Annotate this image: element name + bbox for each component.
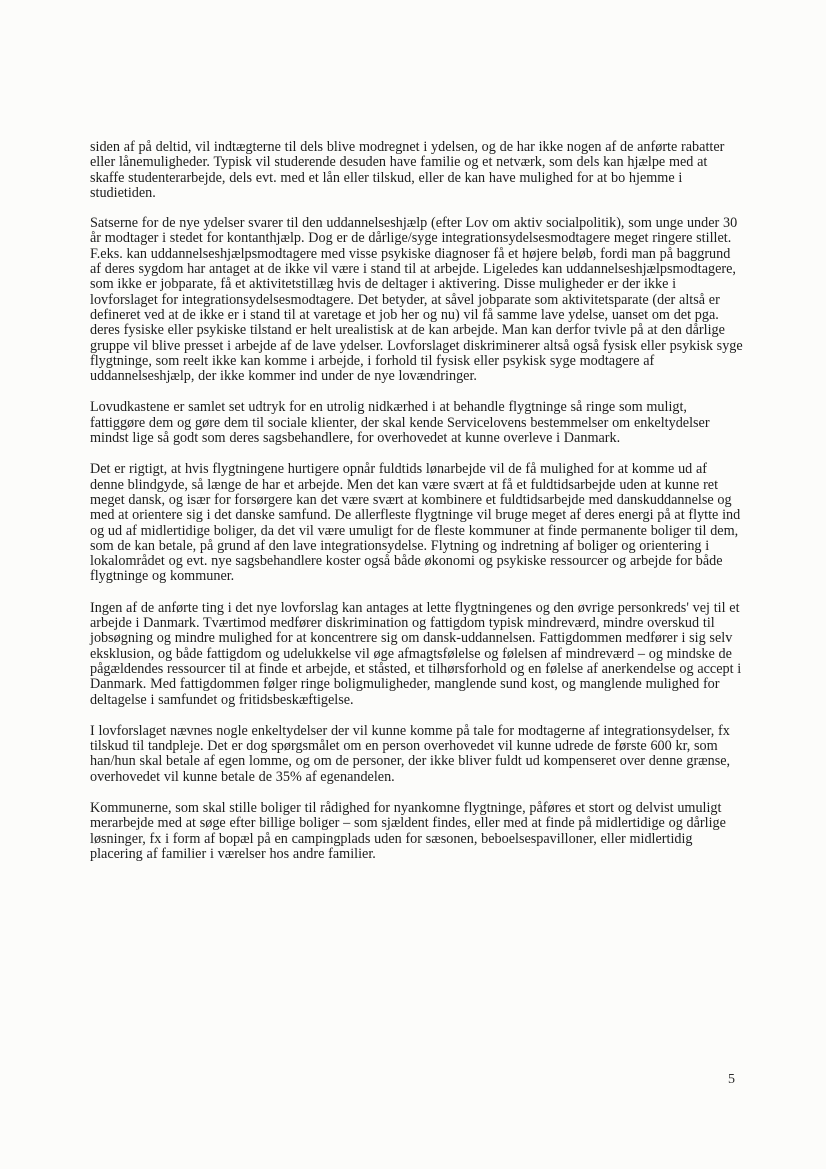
paragraph-2: Satserne for de nye ydelser svarer til den uddannelseshjælp (efter Lov om aktiv socialpolitik), som unge under 30 år modtager i stedet for kontanthjælp. Dog er de dårlige/syge integrationsydelsesmodtagere meget ringere stillet. F.eks. kan uddannelseshjælpsmodtagere med visse psykiske diagnoser få et højere beløb, fordi man på baggrund af deres sygdom har antaget at de ikke vil være i stand til at arbejde. Ligeledes kan uddannelseshjælpsmodtagere, som ikke er jobparate, få et aktivitetstillæg hvis de deltager i aktivering. Disse muligheder er der ikke i lovforslaget for integrationsydelsesmodtagere. Det betyder, at såvel jobparate som aktivitetsparate (der altså er defineret ved at de ikke er i stand til at varetage et job her og nu) vil få samme lave ydelse, uanset om det pga. deres fysiske eller psykiske tilstand er helt urealistisk at de kan arbejde. Man kan derfor tvivle på at den dårlige gruppe vil blive presset i arbejde af de lave ydelser. Lovforslaget diskriminerer altså også fysisk eller psykisk syge flygtninge, som reelt ikke kan komme i arbejde, i forhold til fysisk eller psykisk syge modtagere af uddannelseshjælp, der ikke kommer ind under de nye lovændringer. bbox=[90, 215, 743, 385]
page-number: 5 bbox=[728, 1072, 735, 1087]
paragraph-3: Lovudkastene er samlet set udtryk for en utrolig nidkærhed i at behandle flygtninge så ringe som muligt, fattiggøre dem og gøre dem til sociale klienter, der skal kende Servicelovens bestemmelser om enkeltydelser mindst lige så godt som deres sagsbehandlere, for overhovedet at kunne overleve i Danmark. bbox=[90, 399, 710, 447]
paragraph-1: siden af på deltid, vil indtægterne til dels blive modregnet i ydelsen, og de har ikke nogen af de anførte rabatter eller lånemuligheder. Typisk vil studerende desuden have familie og et netværk, som dels kan hjælpe med at skaffe studenterarbejde, dels evt. med et lån eller tilskud, eller de kan have mulighed for at bo hjemme i studietiden. bbox=[90, 139, 725, 201]
paragraph-6: I lovforslaget nævnes nogle enkeltydelser der vil kunne komme på tale for modtagerne af integrationsydelser, fx tilskud til tandpleje. Det er dog spørgsmålet om en person overhovedet vil kunne udrede de første 600 kr, som han/hun skal betale af egen lomme, og om de personer, der ikke bliver fuldt ud kompenseret over denne grænse, overhovedet vil kunne betale de 35% af egenandelen. bbox=[90, 722, 731, 785]
paragraph-7: Kommunerne, som skal stille boliger til rådighed for nyankomne flygtninge, påføres et stort og delvist umuligt merarbejde med at søge efter billige boliger – som sjældent findes, eller med at finde på midlertidige og dårlige løsninger, fx i form af bopæl på en campingplads uden for sæsonen, beboelsespavilloner, eller midlertidig placering af familier i værelser hos andre familier. bbox=[90, 799, 726, 862]
document-body bbox=[90, 140, 744, 862]
paragraph-5: Ingen af de anførte ting i det nye lovforslag kan antages at lette flygtningenes og den øvrige personkreds' vej til et arbejde i Danmark. Tværtimod medfører diskrimination og fattigdom typisk mindreværd, mindre overskud til jobsøgning og mindre mulighed for at koncentrere sig om dansk-uddannelsen. Fattigdommen medfører i sig selv eksklusion, og både fattigdom og udelukkelse vil øge afmagtsfølelse og følelsen af mindreværd – og mindske de pågældendes ressourcer til at finde et arbejde, et ståsted, et tilhørsforhold og en følelse af anerkendelse og accept i Danmark. Med fattigdommen følger ringe boligmuligheder, manglende sund kost, og manglende mulighed for deltagelse i samfundet og fritidsbeskæftigelse. bbox=[90, 599, 742, 708]
paragraph-4: Det er rigtigt, at hvis flygtningene hurtigere opnår fuldtids lønarbejde vil de få mulighed for at komme ud af denne blindgyde, så længe de har et arbejde. Men det kan være svært at få et fuldtidsarbejde uden at kunne ret meget dansk, og især for forsørgere kan det være svært at kombinere et fuldtidsarbejde med danskuddannelse og med at orientere sig i det danske samfund. De allerfleste flygtninge vil bruge meget af deres energi på at flytte ind og ud af midlertidige boliger, da det vil være umuligt for de fleste kommuner at finde permanente boliger til dem, som de kan betale, på grund af den lave integrationsydelse. Flytning og indretning af boliger og orientering i lokalområdet og evt. nye sagsbehandlere koster også både økonomi og psykiske ressourcer og arbejde for både flygtninge og kommuner. bbox=[90, 461, 741, 585]
